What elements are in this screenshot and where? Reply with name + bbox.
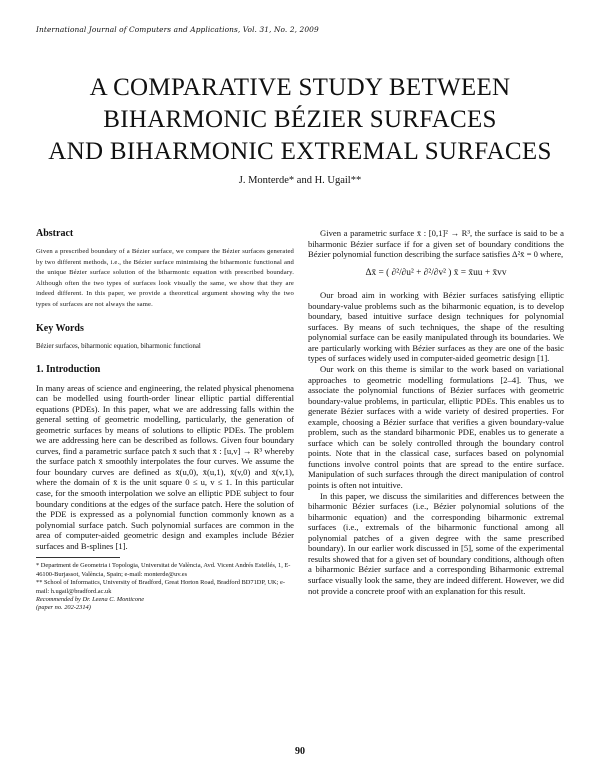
laplacian-equation: Δx̄ = ( ∂²/∂u² + ∂²/∂v² ) x̄ = x̄uu + x̄vv <box>365 267 507 278</box>
introduction-text <box>36 383 294 552</box>
page-number: 90 <box>295 746 305 757</box>
footnote-affiliation-1: * Department de Geometria i Topologia, Universitat de València, Avd. Vicent Andrés Estellés, 1, E-46100-Burjassot, València, Spain; e-mail: monterde@uv.es <box>36 562 291 578</box>
footnote-recommended: Recommended by Dr. Leena C. Monticone <box>36 595 145 603</box>
keywords-text: Bézier surfaces, biharmonic equation, biharmonic functional <box>36 342 201 350</box>
footnotes <box>36 562 294 612</box>
footnote-rule <box>36 557 120 558</box>
title-line-1: A COMPARATIVE STUDY BETWEEN <box>89 74 511 101</box>
keywords-heading: Key Words <box>36 322 84 334</box>
right-paragraph-4: In this paper, we discuss the similarities and differences between the biharmonic Bézier surfaces (i.e., Bézier polynomial solutions of the biharmonic equation) and the corresponding biharmonic extremal surfaces (i.e., extremals of the biharmonic functional among all polynomial patches of a given degree with the same prescribed boundary). In our earlier work discussed in [5], some of the experimental results showed that for a given set of boundary conditions, although often a biharmonic Bézier surface and a corresponding Biharmonic extremal surface visually look the same, they are indeed different. However, we did not provide a concrete proof with an explanation for this result. <box>308 490 564 596</box>
right-column <box>308 228 564 596</box>
footnote-affiliation-2: ** School of Informatics, University of Bradford, Great Horton Road, Bradford BD71DP, UK; e-mail: h.ugail@bradford.ac.uk <box>36 579 286 595</box>
title-line-2: BIHARMONIC BÉZIER SURFACES <box>103 106 497 133</box>
abstract-heading: Abstract <box>36 228 74 239</box>
journal-header: International Journal of Computers and Applications, Vol. 31, No. 2, 2009 <box>36 25 319 34</box>
left-column <box>36 228 294 613</box>
intro-paragraph: In many areas of science and engineering, the related physical phenomena can be modelled using fourth-order linear elliptic partial differential equations (PDEs). In this paper, what we are addressing falls within the general setting of geometric modelling, particularly, the generation of geometric surfaces by means of solutions to elliptic PDEs. The problem we are addressing here can be described as follows. Given four boundary curves, find a parametric surface patch x̄ such that x̄ : [u,v] → R³ whereby the surface patch x̄ smoothly interpolates the four curves. We assume the four boundary curves are defined as x̄(u,0), x̄(u,1), x̄(v,0) and x̄(v,1), where the domain of x̄ is the unit square 0 ≤ u, v ≤ 1. In this particular case, for the smooth interpolation we solve an elliptic PDE subject to four boundary conditions at the edges of the surface patch. Here the solution of the PDE is expressed as a polynomial function commonly known as a polynomial surface patch. Such polynomial surfaces are common in the area of computer-aided geometric design and examples include Bézier surfaces and B-splines [1]. <box>36 382 294 551</box>
title-line-3: AND BIHARMONIC EXTREMAL SURFACES <box>48 138 552 165</box>
right-paragraph-2: Our broad aim in working with Bézier surfaces satisfying elliptic boundary-value problems such as the biharmonic equation, is to develop boundary, based intuitive surface design techniques for polynomial surfaces. By means of such techniques, the shape of the resulting polynomial surface can be easily manipulated through its boundaries. We are particularly working with Bézier surfaces as they are one of the basic types of surfaces widely used in computer-aided geometric design [1]. <box>308 290 564 364</box>
authors: J. Monterde* and H. Ugail** <box>238 175 362 186</box>
right-paragraph-1: Given a parametric surface x̄ : [0,1]² → R³, the surface is said to be a biharmonic Bézier surface if for a given set of boundary conditions the Bézier polynomial function describing the surface satisfies Δ²x̄ = 0 where, <box>308 228 564 260</box>
abstract-text: Given a prescribed boundary of a Bézier surface, we compare the Bézier surfaces generated by two different methods, i.e., the Bézier surface minimising the biharmonic functional and the unique Bézier surface solution of the biharmonic equation with prescribed boundary. Although often the two types of surfaces look visually the same, we show that they are indeed different. In this paper, we provide a theoretical argument showing why the two types of surfaces are not always the same. <box>36 248 294 308</box>
right-paragraph-3: Our work on this theme is similar to the work based on variational approaches to geometric modelling formulations [2–4]. Thus, we associate the polynomial functions of Bézier surfaces with geometric boundary-value problems, in particular, elliptic PDEs. This enables us to generate Bézier surfaces with a wide variety of desired properties. For example, choosing a Bézier surface that verifies a given boundary-value problem, such as the standard biharmonic PDE, enables us to generate a surface which can be solely controlled through the boundary control points. Note that in the classical case, surfaces based on polynomial functions involve control points that are spread to the entire surface. Manipulation of such surfaces through the direct manipulation of control points is often not intuitive. <box>308 364 564 491</box>
introduction-heading: 1. Introduction <box>36 363 101 375</box>
paper-title <box>0 72 600 168</box>
footnote-paper-no: (paper no. 202-2314) <box>36 604 91 612</box>
